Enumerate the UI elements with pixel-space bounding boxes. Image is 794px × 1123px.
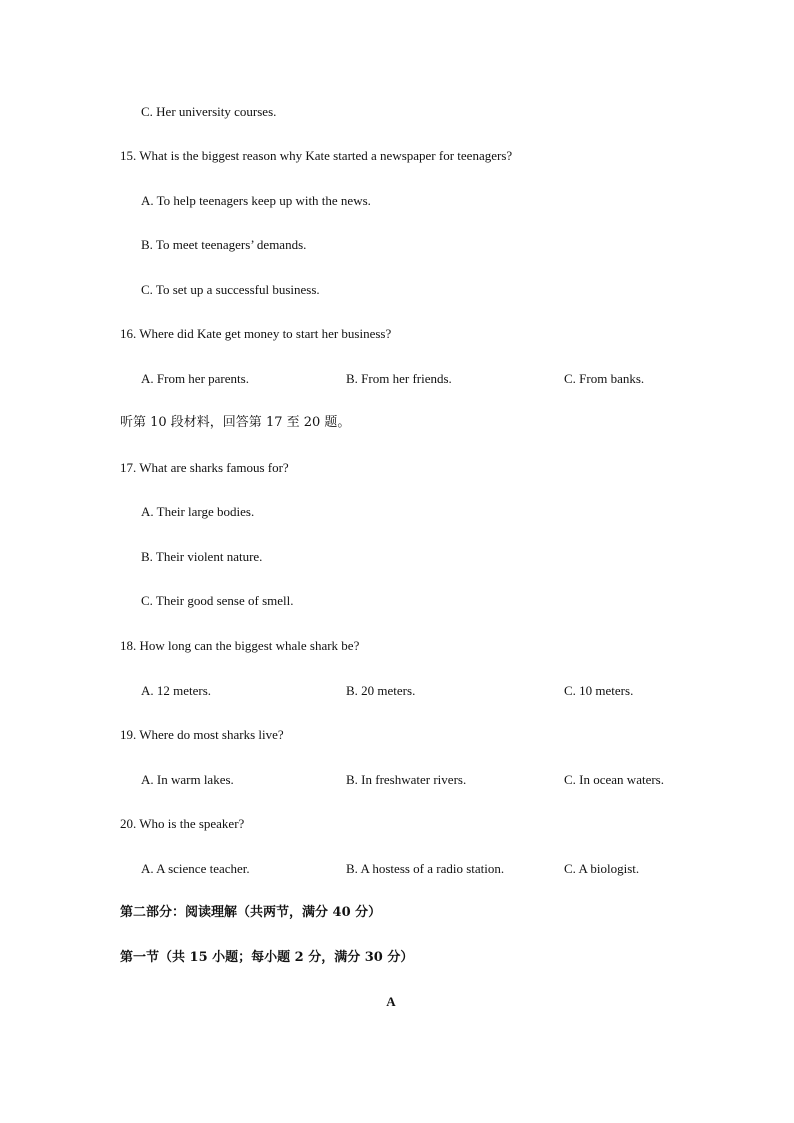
part2-heading: 第二部分：阅读理解（共两节，满分 40 分） (120, 905, 382, 920)
q18-question: 18. How long can the biggest whale shark be? (120, 638, 360, 653)
q18-option-a: A. 12 meters. (141, 683, 212, 698)
q14-option-c: C. Her university courses. (141, 104, 277, 119)
listening-instruction: 听第 10 段材料，回答第 17 至 20 题。 (120, 415, 351, 430)
q19-option-c: C. In ocean waters. (564, 772, 664, 787)
q19-option-b: B. In freshwater rivers. (346, 772, 467, 787)
q20-question: 20. Who is the speaker? (120, 816, 245, 831)
q20-option-c: C. A biologist. (564, 861, 640, 876)
q17-option-c: C. Their good sense of smell. (141, 593, 294, 608)
q19-question: 19. Where do most sharks live? (120, 727, 284, 742)
q20-option-a: A. A science teacher. (141, 861, 250, 876)
q16-option-c: C. From banks. (564, 371, 645, 386)
q16-question: 16. Where did Kate get money to start her business? (120, 326, 392, 341)
section1-heading: 第一节（共 15 小题；每小题 2 分，满分 30 分） (120, 950, 414, 965)
passage-label: A (386, 994, 396, 1009)
q17-option-b: B. Their violent nature. (141, 549, 263, 564)
q19-option-a: A. In warm lakes. (141, 772, 234, 787)
q15-option-c: C. To set up a successful business. (141, 282, 320, 297)
q16-option-b: B. From her friends. (346, 371, 452, 386)
q16-option-a: A. From her parents. (141, 371, 249, 386)
q17-question: 17. What are sharks famous for? (120, 460, 289, 475)
q18-option-b: B. 20 meters. (346, 683, 416, 698)
q15-option-a: A. To help teenagers keep up with the news. (141, 193, 371, 208)
q20-option-b: B. A hostess of a radio station. (346, 861, 505, 876)
q18-option-c: C. 10 meters. (564, 683, 634, 698)
q15-option-b: B. To meet teenagers’ demands. (141, 237, 307, 252)
q15-question: 15. What is the biggest reason why Kate started a newspaper for teenagers? (120, 148, 513, 163)
q17-option-a: A. Their large bodies. (141, 504, 255, 519)
